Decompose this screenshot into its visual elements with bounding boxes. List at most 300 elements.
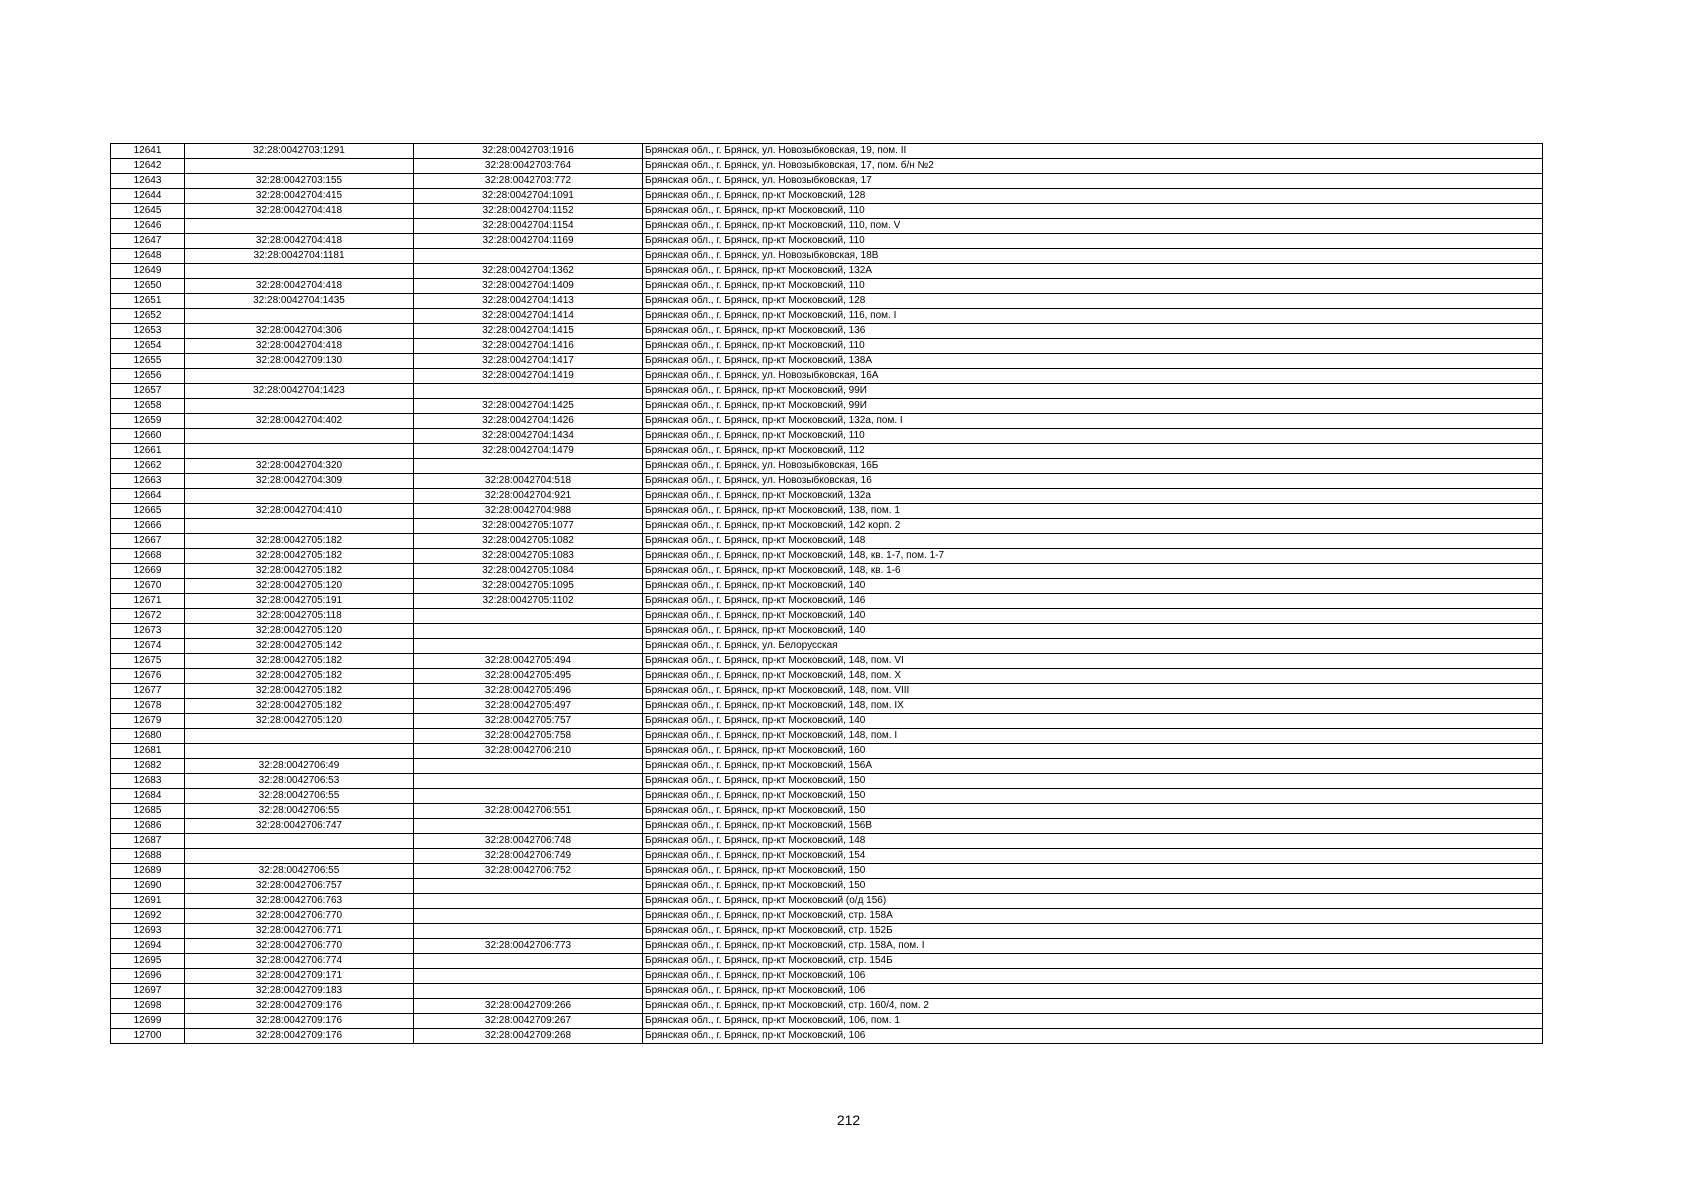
row-number-cell: 12645 — [111, 204, 185, 219]
land-cadastral-number-cell: 32:28:0042706:771 — [185, 924, 414, 939]
address-cell: Брянская обл., г. Брянск, пр-кт Московский, 150 — [643, 789, 1543, 804]
table-row — [111, 339, 1543, 354]
address-cell: Брянская обл., г. Брянск, пр-кт Московский, 150 — [643, 804, 1543, 819]
land-cadastral-number-cell — [185, 429, 414, 444]
land-cadastral-number-cell: 32:28:0042706:774 — [185, 954, 414, 969]
address-cell: Брянская обл., г. Брянск, пр-кт Московский, 136 — [643, 324, 1543, 339]
row-number-cell: 12673 — [111, 624, 185, 639]
table-row — [111, 354, 1543, 369]
land-cadastral-number-cell: 32:28:0042704:415 — [185, 189, 414, 204]
object-cadastral-number-cell: 32:28:0042706:210 — [414, 744, 643, 759]
table-row — [111, 414, 1543, 429]
cadastral-table — [110, 143, 1543, 1044]
address-cell: Брянская обл., г. Брянск, пр-кт Московский, 148, кв. 1-7, пом. 1-7 — [643, 549, 1543, 564]
land-cadastral-number-cell: 32:28:0042705:182 — [185, 534, 414, 549]
object-cadastral-number-cell: 32:28:0042705:494 — [414, 654, 643, 669]
table-row — [111, 549, 1543, 564]
table-row — [111, 639, 1543, 654]
table-row — [111, 564, 1543, 579]
object-cadastral-number-cell: 32:28:0042704:1362 — [414, 264, 643, 279]
address-cell: Брянская обл., г. Брянск, пр-кт Московский, 132а, пом. I — [643, 414, 1543, 429]
row-number-cell: 12644 — [111, 189, 185, 204]
row-number-cell: 12656 — [111, 369, 185, 384]
row-number-cell: 12679 — [111, 714, 185, 729]
row-number-cell: 12677 — [111, 684, 185, 699]
table-row — [111, 399, 1543, 414]
address-cell: Брянская обл., г. Брянск, пр-кт Московский, 154 — [643, 849, 1543, 864]
table-row — [111, 384, 1543, 399]
table-row — [111, 684, 1543, 699]
table-row — [111, 699, 1543, 714]
address-cell: Брянская обл., г. Брянск, пр-кт Московский, 110 — [643, 429, 1543, 444]
land-cadastral-number-cell — [185, 489, 414, 504]
table-row — [111, 879, 1543, 894]
table-row — [111, 624, 1543, 639]
address-cell: Брянская обл., г. Брянск, пр-кт Московский, стр. 158А — [643, 909, 1543, 924]
object-cadastral-number-cell — [414, 819, 643, 834]
object-cadastral-number-cell: 32:28:0042704:1414 — [414, 309, 643, 324]
land-cadastral-number-cell: 32:28:0042705:182 — [185, 669, 414, 684]
address-cell: Брянская обл., г. Брянск, пр-кт Московский, 148 — [643, 534, 1543, 549]
table-row — [111, 534, 1543, 549]
row-number-cell: 12694 — [111, 939, 185, 954]
address-cell: Брянская обл., г. Брянск, пр-кт Московский, 110 — [643, 234, 1543, 249]
land-cadastral-number-cell: 32:28:0042705:191 — [185, 594, 414, 609]
land-cadastral-number-cell — [185, 399, 414, 414]
land-cadastral-number-cell: 32:28:0042706:55 — [185, 864, 414, 879]
object-cadastral-number-cell: 32:28:0042704:988 — [414, 504, 643, 519]
object-cadastral-number-cell — [414, 894, 643, 909]
table-row — [111, 1029, 1543, 1044]
land-cadastral-number-cell — [185, 834, 414, 849]
row-number-cell: 12649 — [111, 264, 185, 279]
address-cell: Брянская обл., г. Брянск, пр-кт Московский, 128 — [643, 189, 1543, 204]
object-cadastral-number-cell: 32:28:0042704:518 — [414, 474, 643, 489]
table-row — [111, 219, 1543, 234]
object-cadastral-number-cell: 32:28:0042704:1409 — [414, 279, 643, 294]
table-row — [111, 249, 1543, 264]
address-cell: Брянская обл., г. Брянск, пр-кт Московский, 110 — [643, 279, 1543, 294]
land-cadastral-number-cell: 32:28:0042706:757 — [185, 879, 414, 894]
address-cell: Брянская обл., г. Брянск, пр-кт Московский, 140 — [643, 609, 1543, 624]
row-number-cell: 12648 — [111, 249, 185, 264]
land-cadastral-number-cell: 32:28:0042709:176 — [185, 1014, 414, 1029]
land-cadastral-number-cell: 32:28:0042704:306 — [185, 324, 414, 339]
row-number-cell: 12692 — [111, 909, 185, 924]
row-number-cell: 12674 — [111, 639, 185, 654]
object-cadastral-number-cell: 32:28:0042706:551 — [414, 804, 643, 819]
row-number-cell: 12657 — [111, 384, 185, 399]
address-cell: Брянская обл., г. Брянск, пр-кт Московский, 99И — [643, 399, 1543, 414]
object-cadastral-number-cell — [414, 639, 643, 654]
land-cadastral-number-cell: 32:28:0042705:182 — [185, 549, 414, 564]
land-cadastral-number-cell: 32:28:0042706:770 — [185, 939, 414, 954]
address-cell: Брянская обл., г. Брянск, пр-кт Московский, 128 — [643, 294, 1543, 309]
object-cadastral-number-cell: 32:28:0042705:1095 — [414, 579, 643, 594]
row-number-cell: 12691 — [111, 894, 185, 909]
row-number-cell: 12641 — [111, 144, 185, 159]
row-number-cell: 12664 — [111, 489, 185, 504]
object-cadastral-number-cell: 32:28:0042704:1426 — [414, 414, 643, 429]
object-cadastral-number-cell — [414, 249, 643, 264]
row-number-cell: 12643 — [111, 174, 185, 189]
row-number-cell: 12696 — [111, 969, 185, 984]
object-cadastral-number-cell: 32:28:0042709:267 — [414, 1014, 643, 1029]
object-cadastral-number-cell — [414, 879, 643, 894]
land-cadastral-number-cell — [185, 219, 414, 234]
land-cadastral-number-cell: 32:28:0042706:770 — [185, 909, 414, 924]
row-number-cell: 12654 — [111, 339, 185, 354]
land-cadastral-number-cell: 32:28:0042709:183 — [185, 984, 414, 999]
address-cell: Брянская обл., г. Брянск, пр-кт Московский, 150 — [643, 774, 1543, 789]
land-cadastral-number-cell: 32:28:0042705:182 — [185, 564, 414, 579]
table-row — [111, 714, 1543, 729]
address-cell: Брянская обл., г. Брянск, пр-кт Московский, 112 — [643, 444, 1543, 459]
object-cadastral-number-cell: 32:28:0042705:497 — [414, 699, 643, 714]
land-cadastral-number-cell: 32:28:0042703:155 — [185, 174, 414, 189]
table-row — [111, 834, 1543, 849]
land-cadastral-number-cell: 32:28:0042705:118 — [185, 609, 414, 624]
land-cadastral-number-cell: 32:28:0042706:747 — [185, 819, 414, 834]
address-cell: Брянская обл., г. Брянск, пр-кт Московский, 138, пом. 1 — [643, 504, 1543, 519]
row-number-cell: 12669 — [111, 564, 185, 579]
address-cell: Брянская обл., г. Брянск, пр-кт Московский, 160 — [643, 744, 1543, 759]
land-cadastral-number-cell: 32:28:0042704:418 — [185, 234, 414, 249]
address-cell: Брянская обл., г. Брянск, ул. Новозыбковская, 16Б — [643, 459, 1543, 474]
row-number-cell: 12698 — [111, 999, 185, 1014]
table-body — [111, 144, 1543, 1044]
land-cadastral-number-cell: 32:28:0042704:410 — [185, 504, 414, 519]
table-row — [111, 654, 1543, 669]
object-cadastral-number-cell: 32:28:0042704:1419 — [414, 369, 643, 384]
table-row — [111, 744, 1543, 759]
address-cell: Брянская обл., г. Брянск, пр-кт Московский, 156В — [643, 819, 1543, 834]
row-number-cell: 12660 — [111, 429, 185, 444]
object-cadastral-number-cell: 32:28:0042706:773 — [414, 939, 643, 954]
land-cadastral-number-cell: 32:28:0042704:1423 — [185, 384, 414, 399]
land-cadastral-number-cell — [185, 444, 414, 459]
object-cadastral-number-cell: 32:28:0042705:1077 — [414, 519, 643, 534]
address-cell: Брянская обл., г. Брянск, пр-кт Московский, 146 — [643, 594, 1543, 609]
row-number-cell: 12667 — [111, 534, 185, 549]
object-cadastral-number-cell: 32:28:0042709:268 — [414, 1029, 643, 1044]
address-cell: Брянская обл., г. Брянск, ул. Новозыбковская, 18В — [643, 249, 1543, 264]
address-cell: Брянская обл., г. Брянск, пр-кт Московский, 110 — [643, 204, 1543, 219]
object-cadastral-number-cell: 32:28:0042704:1091 — [414, 189, 643, 204]
row-number-cell: 12651 — [111, 294, 185, 309]
table-row — [111, 264, 1543, 279]
table-row — [111, 474, 1543, 489]
object-cadastral-number-cell: 32:28:0042704:1169 — [414, 234, 643, 249]
address-cell: Брянская обл., г. Брянск, пр-кт Московский, 148 — [643, 834, 1543, 849]
table-row — [111, 789, 1543, 804]
row-number-cell: 12688 — [111, 849, 185, 864]
table-row — [111, 234, 1543, 249]
object-cadastral-number-cell: 32:28:0042704:1425 — [414, 399, 643, 414]
object-cadastral-number-cell: 32:28:0042704:921 — [414, 489, 643, 504]
table-row — [111, 954, 1543, 969]
land-cadastral-number-cell: 32:28:0042705:120 — [185, 624, 414, 639]
row-number-cell: 12662 — [111, 459, 185, 474]
address-cell: Брянская обл., г. Брянск, ул. Новозыбковская, 17 — [643, 174, 1543, 189]
land-cadastral-number-cell — [185, 369, 414, 384]
table-row — [111, 849, 1543, 864]
row-number-cell: 12695 — [111, 954, 185, 969]
address-cell: Брянская обл., г. Брянск, ул. Новозыбковская, 17, пом. б/н №2 — [643, 159, 1543, 174]
row-number-cell: 12693 — [111, 924, 185, 939]
land-cadastral-number-cell: 32:28:0042709:171 — [185, 969, 414, 984]
address-cell: Брянская обл., г. Брянск, пр-кт Московский, 148, пом. X — [643, 669, 1543, 684]
object-cadastral-number-cell — [414, 909, 643, 924]
table-row — [111, 294, 1543, 309]
page-number: 212 — [836, 1112, 861, 1128]
object-cadastral-number-cell — [414, 759, 643, 774]
table-row — [111, 969, 1543, 984]
address-cell: Брянская обл., г. Брянск, пр-кт Московский, стр. 152Б — [643, 924, 1543, 939]
table-row — [111, 1014, 1543, 1029]
address-cell: Брянская обл., г. Брянск, пр-кт Московский, 110 — [643, 339, 1543, 354]
row-number-cell: 12700 — [111, 1029, 185, 1044]
land-cadastral-number-cell: 32:28:0042709:130 — [185, 354, 414, 369]
row-number-cell: 12652 — [111, 309, 185, 324]
address-cell: Брянская обл., г. Брянск, пр-кт Московский, стр. 158А, пом. I — [643, 939, 1543, 954]
object-cadastral-number-cell — [414, 624, 643, 639]
object-cadastral-number-cell — [414, 459, 643, 474]
address-cell: Брянская обл., г. Брянск, пр-кт Московский, 148, пом. VIII — [643, 684, 1543, 699]
land-cadastral-number-cell: 32:28:0042705:182 — [185, 684, 414, 699]
address-cell: Брянская обл., г. Брянск, пр-кт Московский, 99И — [643, 384, 1543, 399]
object-cadastral-number-cell: 32:28:0042705:757 — [414, 714, 643, 729]
row-number-cell: 12672 — [111, 609, 185, 624]
table-row — [111, 729, 1543, 744]
object-cadastral-number-cell — [414, 384, 643, 399]
address-cell: Брянская обл., г. Брянск, пр-кт Московский, 140 — [643, 714, 1543, 729]
table-row — [111, 444, 1543, 459]
row-number-cell: 12687 — [111, 834, 185, 849]
row-number-cell: 12686 — [111, 819, 185, 834]
address-cell: Брянская обл., г. Брянск, пр-кт Московский, 150 — [643, 879, 1543, 894]
land-cadastral-number-cell: 32:28:0042704:320 — [185, 459, 414, 474]
row-number-cell: 12665 — [111, 504, 185, 519]
row-number-cell: 12646 — [111, 219, 185, 234]
object-cadastral-number-cell: 32:28:0042706:748 — [414, 834, 643, 849]
table-row — [111, 894, 1543, 909]
object-cadastral-number-cell: 32:28:0042704:1479 — [414, 444, 643, 459]
land-cadastral-number-cell — [185, 519, 414, 534]
object-cadastral-number-cell: 32:28:0042705:1082 — [414, 534, 643, 549]
row-number-cell: 12697 — [111, 984, 185, 999]
object-cadastral-number-cell: 32:28:0042705:1083 — [414, 549, 643, 564]
table-row — [111, 279, 1543, 294]
row-number-cell: 12650 — [111, 279, 185, 294]
object-cadastral-number-cell — [414, 789, 643, 804]
row-number-cell: 12690 — [111, 879, 185, 894]
land-cadastral-number-cell: 32:28:0042706:55 — [185, 804, 414, 819]
land-cadastral-number-cell: 32:28:0042709:176 — [185, 999, 414, 1014]
table-row — [111, 204, 1543, 219]
address-cell: Брянская обл., г. Брянск, пр-кт Московский, 106 — [643, 1029, 1543, 1044]
row-number-cell: 12663 — [111, 474, 185, 489]
address-cell: Брянская обл., г. Брянск, пр-кт Московский, 116, пом. I — [643, 309, 1543, 324]
row-number-cell: 12678 — [111, 699, 185, 714]
land-cadastral-number-cell — [185, 729, 414, 744]
land-cadastral-number-cell: 32:28:0042704:1435 — [185, 294, 414, 309]
object-cadastral-number-cell: 32:28:0042704:1154 — [414, 219, 643, 234]
address-cell: Брянская обл., г. Брянск, пр-кт Московский, 140 — [643, 624, 1543, 639]
row-number-cell: 12647 — [111, 234, 185, 249]
object-cadastral-number-cell: 32:28:0042705:495 — [414, 669, 643, 684]
land-cadastral-number-cell: 32:28:0042705:120 — [185, 714, 414, 729]
land-cadastral-number-cell: 32:28:0042704:309 — [185, 474, 414, 489]
address-cell: Брянская обл., г. Брянск, пр-кт Московский, 132А — [643, 264, 1543, 279]
land-cadastral-number-cell: 32:28:0042709:176 — [185, 1029, 414, 1044]
table-row — [111, 909, 1543, 924]
row-number-cell: 12676 — [111, 669, 185, 684]
address-cell: Брянская обл., г. Брянск, пр-кт Московский, 132а — [643, 489, 1543, 504]
row-number-cell: 12655 — [111, 354, 185, 369]
address-cell: Брянская обл., г. Брянск, ул. Новозыбковская, 16А — [643, 369, 1543, 384]
address-cell: Брянская обл., г. Брянск, пр-кт Московский, 106, пом. 1 — [643, 1014, 1543, 1029]
row-number-cell: 12689 — [111, 864, 185, 879]
land-cadastral-number-cell: 32:28:0042704:418 — [185, 339, 414, 354]
table-row — [111, 324, 1543, 339]
table-row — [111, 504, 1543, 519]
address-cell: Брянская обл., г. Брянск, пр-кт Московский, стр. 154Б — [643, 954, 1543, 969]
address-cell: Брянская обл., г. Брянск, ул. Белорусская — [643, 639, 1543, 654]
land-cadastral-number-cell — [185, 744, 414, 759]
table-row — [111, 429, 1543, 444]
land-cadastral-number-cell: 32:28:0042704:418 — [185, 204, 414, 219]
table-row — [111, 609, 1543, 624]
object-cadastral-number-cell: 32:28:0042705:1084 — [414, 564, 643, 579]
object-cadastral-number-cell: 32:28:0042704:1152 — [414, 204, 643, 219]
land-cadastral-number-cell: 32:28:0042704:402 — [185, 414, 414, 429]
row-number-cell: 12682 — [111, 759, 185, 774]
address-cell: Брянская обл., г. Брянск, пр-кт Московский, 156А — [643, 759, 1543, 774]
object-cadastral-number-cell: 32:28:0042703:772 — [414, 174, 643, 189]
object-cadastral-number-cell — [414, 984, 643, 999]
row-number-cell: 12681 — [111, 744, 185, 759]
table-row — [111, 594, 1543, 609]
land-cadastral-number-cell — [185, 159, 414, 174]
land-cadastral-number-cell: 32:28:0042706:49 — [185, 759, 414, 774]
table-row — [111, 159, 1543, 174]
row-number-cell: 12666 — [111, 519, 185, 534]
address-cell: Брянская обл., г. Брянск, пр-кт Московский, 110, пом. V — [643, 219, 1543, 234]
object-cadastral-number-cell: 32:28:0042703:764 — [414, 159, 643, 174]
object-cadastral-number-cell: 32:28:0042704:1416 — [414, 339, 643, 354]
land-cadastral-number-cell: 32:28:0042705:182 — [185, 654, 414, 669]
table-row — [111, 309, 1543, 324]
address-cell: Брянская обл., г. Брянск, ул. Новозыбковская, 19, пом. II — [643, 144, 1543, 159]
object-cadastral-number-cell: 32:28:0042705:758 — [414, 729, 643, 744]
land-cadastral-number-cell — [185, 849, 414, 864]
land-cadastral-number-cell: 32:28:0042705:142 — [185, 639, 414, 654]
object-cadastral-number-cell: 32:28:0042703:1916 — [414, 144, 643, 159]
table-row — [111, 864, 1543, 879]
address-cell: Брянская обл., г. Брянск, пр-кт Московский, 148, кв. 1-6 — [643, 564, 1543, 579]
object-cadastral-number-cell: 32:28:0042709:266 — [414, 999, 643, 1014]
address-cell: Брянская обл., г. Брянск, пр-кт Московский, 148, пом. I — [643, 729, 1543, 744]
row-number-cell: 12683 — [111, 774, 185, 789]
table-row — [111, 174, 1543, 189]
object-cadastral-number-cell: 32:28:0042704:1415 — [414, 324, 643, 339]
address-cell: Брянская обл., г. Брянск, пр-кт Московский, стр. 160/4, пом. 2 — [643, 999, 1543, 1014]
row-number-cell: 12675 — [111, 654, 185, 669]
object-cadastral-number-cell: 32:28:0042705:1102 — [414, 594, 643, 609]
row-number-cell: 12642 — [111, 159, 185, 174]
object-cadastral-number-cell: 32:28:0042704:1413 — [414, 294, 643, 309]
row-number-cell: 12685 — [111, 804, 185, 819]
table-row — [111, 489, 1543, 504]
table-row — [111, 759, 1543, 774]
row-number-cell: 12658 — [111, 399, 185, 414]
row-number-cell: 12684 — [111, 789, 185, 804]
table-row — [111, 669, 1543, 684]
object-cadastral-number-cell — [414, 609, 643, 624]
land-cadastral-number-cell: 32:28:0042706:53 — [185, 774, 414, 789]
row-number-cell: 12680 — [111, 729, 185, 744]
object-cadastral-number-cell: 32:28:0042706:749 — [414, 849, 643, 864]
land-cadastral-number-cell — [185, 309, 414, 324]
table-row — [111, 189, 1543, 204]
address-cell: Брянская обл., г. Брянск, пр-кт Московский, 150 — [643, 864, 1543, 879]
table-row — [111, 459, 1543, 474]
address-cell: Брянская обл., г. Брянск, пр-кт Московский, 142 корп. 2 — [643, 519, 1543, 534]
address-cell: Брянская обл., г. Брянск, пр-кт Московский, 148, пом. IX — [643, 699, 1543, 714]
land-cadastral-number-cell: 32:28:0042705:182 — [185, 699, 414, 714]
table-row — [111, 519, 1543, 534]
object-cadastral-number-cell — [414, 774, 643, 789]
land-cadastral-number-cell: 32:28:0042706:763 — [185, 894, 414, 909]
object-cadastral-number-cell: 32:28:0042706:752 — [414, 864, 643, 879]
land-cadastral-number-cell: 32:28:0042706:55 — [185, 789, 414, 804]
row-number-cell: 12671 — [111, 594, 185, 609]
address-cell: Брянская обл., г. Брянск, пр-кт Московский, 138А — [643, 354, 1543, 369]
table-row — [111, 369, 1543, 384]
table-row — [111, 819, 1543, 834]
table-row — [111, 939, 1543, 954]
object-cadastral-number-cell — [414, 969, 643, 984]
land-cadastral-number-cell: 32:28:0042703:1291 — [185, 144, 414, 159]
address-cell: Брянская обл., г. Брянск, пр-кт Московский, 106 — [643, 984, 1543, 999]
address-cell: Брянская обл., г. Брянск, пр-кт Московский, 106 — [643, 969, 1543, 984]
address-cell: Брянская обл., г. Брянск, пр-кт Московский, 148, пом. VI — [643, 654, 1543, 669]
row-number-cell: 12653 — [111, 324, 185, 339]
object-cadastral-number-cell — [414, 924, 643, 939]
row-number-cell: 12699 — [111, 1014, 185, 1029]
table-row — [111, 999, 1543, 1014]
table-row — [111, 924, 1543, 939]
address-cell: Брянская обл., г. Брянск, пр-кт Московский (о/д 156) — [643, 894, 1543, 909]
object-cadastral-number-cell: 32:28:0042704:1417 — [414, 354, 643, 369]
row-number-cell: 12668 — [111, 549, 185, 564]
row-number-cell: 12670 — [111, 579, 185, 594]
table-row — [111, 804, 1543, 819]
table-row — [111, 579, 1543, 594]
table-row — [111, 774, 1543, 789]
land-cadastral-number-cell: 32:28:0042704:418 — [185, 279, 414, 294]
address-cell: Брянская обл., г. Брянск, пр-кт Московский, 140 — [643, 579, 1543, 594]
land-cadastral-number-cell: 32:28:0042704:1181 — [185, 249, 414, 264]
row-number-cell: 12659 — [111, 414, 185, 429]
address-cell: Брянская обл., г. Брянск, ул. Новозыбковская, 16 — [643, 474, 1543, 489]
land-cadastral-number-cell — [185, 264, 414, 279]
land-cadastral-number-cell: 32:28:0042705:120 — [185, 579, 414, 594]
object-cadastral-number-cell — [414, 954, 643, 969]
object-cadastral-number-cell: 32:28:0042704:1434 — [414, 429, 643, 444]
table-row — [111, 984, 1543, 999]
